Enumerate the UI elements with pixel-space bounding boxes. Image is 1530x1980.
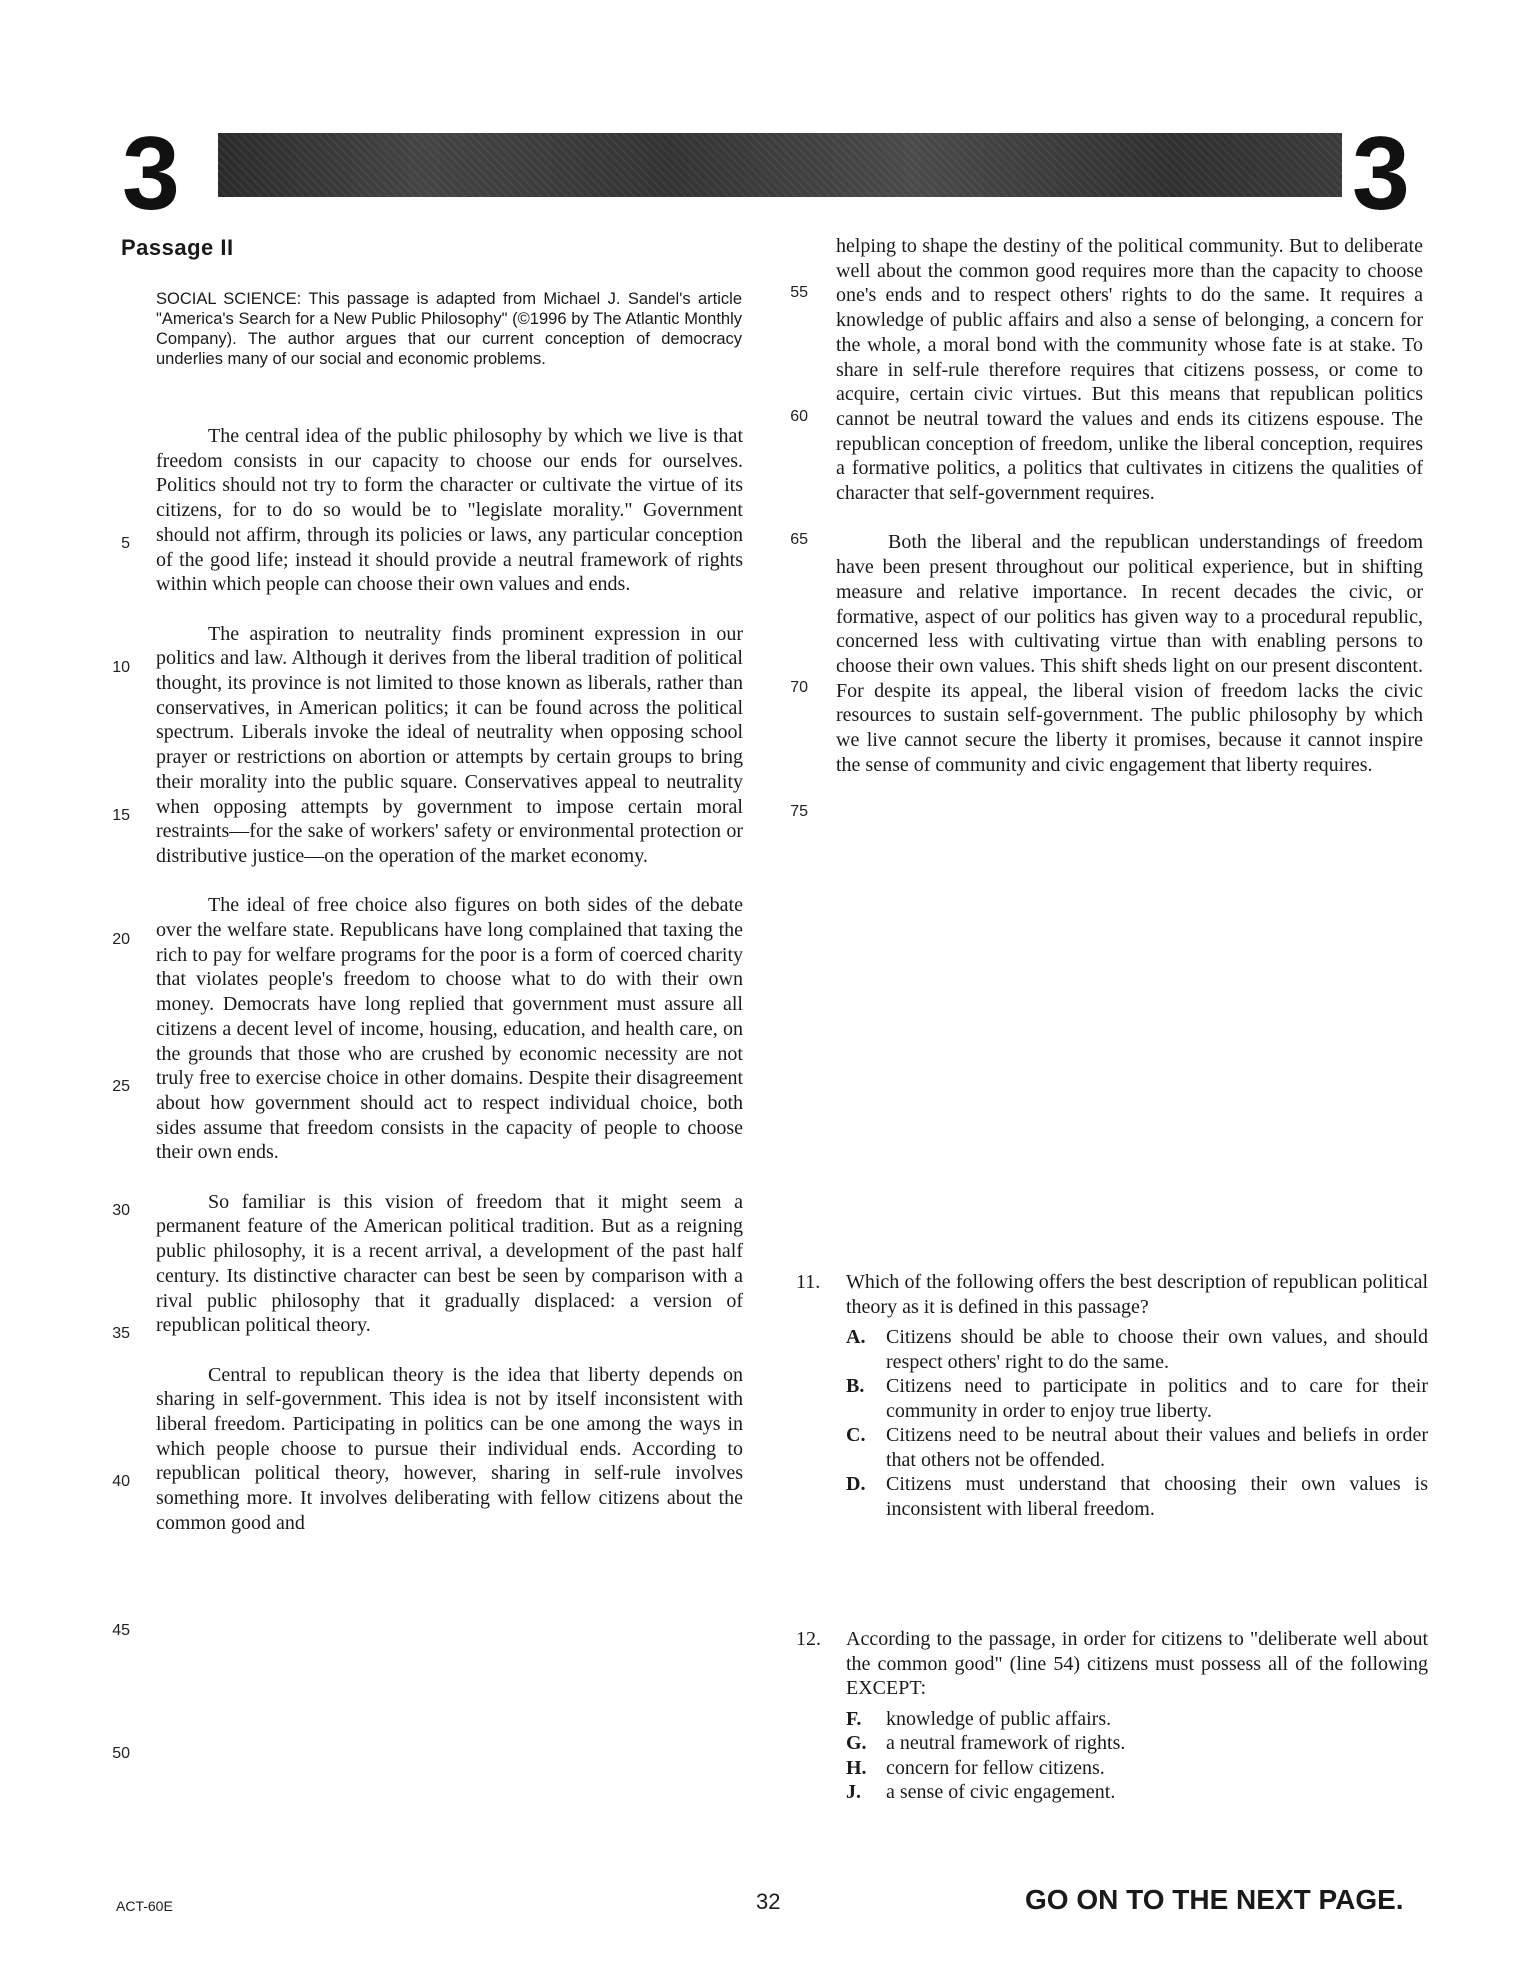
choice-letter: H. — [846, 1756, 867, 1779]
question-stem: According to the passage, in order for citizens to "deliberate well about the common good" (line 54) citizens must possess all of the following EXCEPT: — [846, 1628, 1428, 1699]
passage-column-left — [156, 424, 743, 1536]
line-number: 75 — [790, 803, 808, 820]
answer-choices — [846, 1707, 1428, 1805]
question-stem: Which of the following offers the best description of republican political theory as it is defined in this passage? — [846, 1271, 1428, 1318]
passage-intro: SOCIAL SCIENCE: This passage is adapted from Michael J. Sandel's article "America's Search for a New Public Philosophy" (©1996 by The Atlantic Monthly Company). The author argues that our current conception of democracy underlies many of our social and economic problems. — [156, 290, 742, 368]
question-11 — [796, 1270, 1428, 1521]
passage-paragraph: The central idea of the public philosophy by which we live is that freedom consists in our capacity to choose our ends for ourselves. Politics should not try to form the character or cultivate the virtue of its citizens, for to do so would be to "legislate morality." Government should not affirm, through its policies or laws, any particular conception of the good life; instead it should provide a neutral framework of rights within which people can choose their own values and ends. — [156, 425, 743, 596]
passage-paragraph: Both the liberal and the republican understandings of freedom have been present throughout our political experience, but in shifting measure and relative importance. In recent decades the civic, or formative, aspect of our politics has given way to a procedural republic, concerned less with cultivating virtue than with enabling persons to choose their own values. This shift sheds light on our present discontent. For despite its appeal, the liberal vision of freedom lacks the civic resources to sustain self-government. The public philosophy by which we live cannot secure the liberty it promises, because it cannot inspire the sense of community and civic engagement that liberty requires. — [836, 531, 1423, 776]
passage-paragraph: The ideal of free choice also figures on both sides of the debate over the welfare state. Republicans have long complained that taxing the rich to pay for welfare programs for the poor is a form of coerced charity that violates people's freedom to choose what to do with their own money. Democrats have long replied that government must assure all citizens a decent level of income, housing, education, and health care, on the grounds that those who are crushed by economic necessity are not truly free to exercise choice in other domains. Despite their disagreement about how government should act to respect individual choice, both sides assume that freedom consists in the capacity of people to choose their own ends. — [156, 894, 743, 1164]
question-12 — [796, 1627, 1428, 1805]
choice-text: knowledge of public affairs. — [886, 1707, 1112, 1730]
line-number: 15 — [112, 807, 130, 824]
answer-choice-b[interactable] — [846, 1374, 1428, 1423]
line-number: 60 — [790, 408, 808, 425]
choice-text: a neutral framework of rights. — [886, 1732, 1126, 1754]
choice-text: Citizens need to participate in politics and to care for their community in order to enjoy true liberty. — [886, 1375, 1428, 1422]
answer-choices — [846, 1325, 1428, 1521]
question-number: 12. — [796, 1628, 821, 1650]
line-number: 10 — [112, 659, 130, 676]
line-number: 30 — [112, 1202, 130, 1219]
passage-paragraph: The aspiration to neutrality finds prominent expression in our politics and law. Although it derives from the liberal tradition of political thought, its province is not limited to those known as liberals, rather than conservatives, in American politics; it can be found across the political spectrum. Liberals invoke the ideal of neutrality when opposing school prayer or restrictions on abortion or attempts by certain groups to bring their morality into the public square. Conservatives appeal to neutrality when opposing attempts by government to impose certain moral restraints—for the sake of workers' safety or environmental protection or distributive justice—on the operation of the market economy. — [156, 622, 743, 867]
form-code: ACT-60E — [116, 1898, 173, 1914]
choice-text: Citizens must understand that choosing their own values is inconsistent with liberal freedom. — [886, 1473, 1428, 1520]
section-number-left: 3 — [122, 116, 180, 232]
line-number: 5 — [121, 535, 130, 552]
passage-paragraph: helping to shape the destiny of the political community. But to deliberate well about the common good requires more than the capacity to choose one's ends and to respect others' rights to do the same. It requires a knowledge of public affairs and also a sense of belonging, a concern for the whole, a moral bond with the community whose fate is at stake. To share in self-rule therefore requires that citizens possess, or come to acquire, certain civic virtues. But this means that republican politics cannot be neutral toward the values and ends its citizens espouse. The republican conception of freedom, unlike the liberal conception, requires a formative politics, a politics that cultivates in citizens the qualities of character that self-government requires. — [836, 235, 1423, 505]
line-number: 65 — [790, 531, 808, 548]
answer-choice-h[interactable] — [846, 1756, 1428, 1781]
answer-choice-j[interactable] — [846, 1780, 1428, 1805]
choice-letter: J. — [846, 1781, 861, 1803]
choice-letter: B. — [846, 1375, 865, 1397]
answer-choice-f[interactable] — [846, 1707, 1428, 1732]
passage-paragraph: Central to republican theory is the idea that liberty depends on sharing in self-government. This idea is not by itself inconsistent with liberal freedom. Participating in politics can be one among the ways in which people choose to pursue their individual ends. According to republican political theory, however, sharing in self-rule involves something more. It involves deliberating with fellow citizens about the common good and — [156, 1363, 743, 1534]
choice-text: Citizens should be able to choose their own values, and should respect others' right to do the same. — [886, 1326, 1428, 1373]
line-number: 70 — [790, 679, 808, 696]
choice-letter: D. — [846, 1473, 866, 1495]
line-number: 25 — [112, 1078, 130, 1095]
choice-letter: G. — [846, 1732, 867, 1754]
choice-text: Citizens need to be neutral about their values and beliefs in order that others not be offended. — [886, 1424, 1428, 1471]
choice-letter: A. — [846, 1326, 866, 1348]
line-number: 35 — [112, 1325, 130, 1342]
passage-column-right — [836, 234, 1423, 777]
section-number-right: 3 — [1352, 116, 1410, 232]
passage-paragraph: So familiar is this vision of freedom that it might seem a permanent feature of the American political tradition. But as a reigning public philosophy, it is a recent arrival, a development of the past half century. Its distinctive character can best be seen by comparison with a rival public philosophy that it gradually displaced: a version of republican political theory. — [156, 1190, 743, 1337]
line-number: 40 — [112, 1473, 130, 1490]
next-page-notice: GO ON TO THE NEXT PAGE. — [1025, 1884, 1404, 1915]
passage-title: Passage II — [121, 235, 234, 260]
answer-choice-a[interactable] — [846, 1325, 1428, 1374]
line-number: 45 — [112, 1622, 130, 1639]
line-number: 20 — [112, 931, 130, 948]
line-number: 50 — [112, 1745, 130, 1762]
choice-text: concern for fellow citizens. — [886, 1756, 1105, 1779]
line-number: 55 — [790, 284, 808, 301]
choice-letter: C. — [846, 1424, 866, 1446]
question-number: 11. — [796, 1271, 821, 1293]
choice-text: a sense of civic engagement. — [886, 1781, 1116, 1803]
section-banner — [218, 133, 1342, 197]
answer-choice-g[interactable] — [846, 1731, 1428, 1756]
answer-choice-d[interactable] — [846, 1472, 1428, 1521]
page-number: 32 — [756, 1889, 781, 1914]
answer-choice-c[interactable] — [846, 1423, 1428, 1472]
choice-letter: F. — [846, 1707, 862, 1730]
